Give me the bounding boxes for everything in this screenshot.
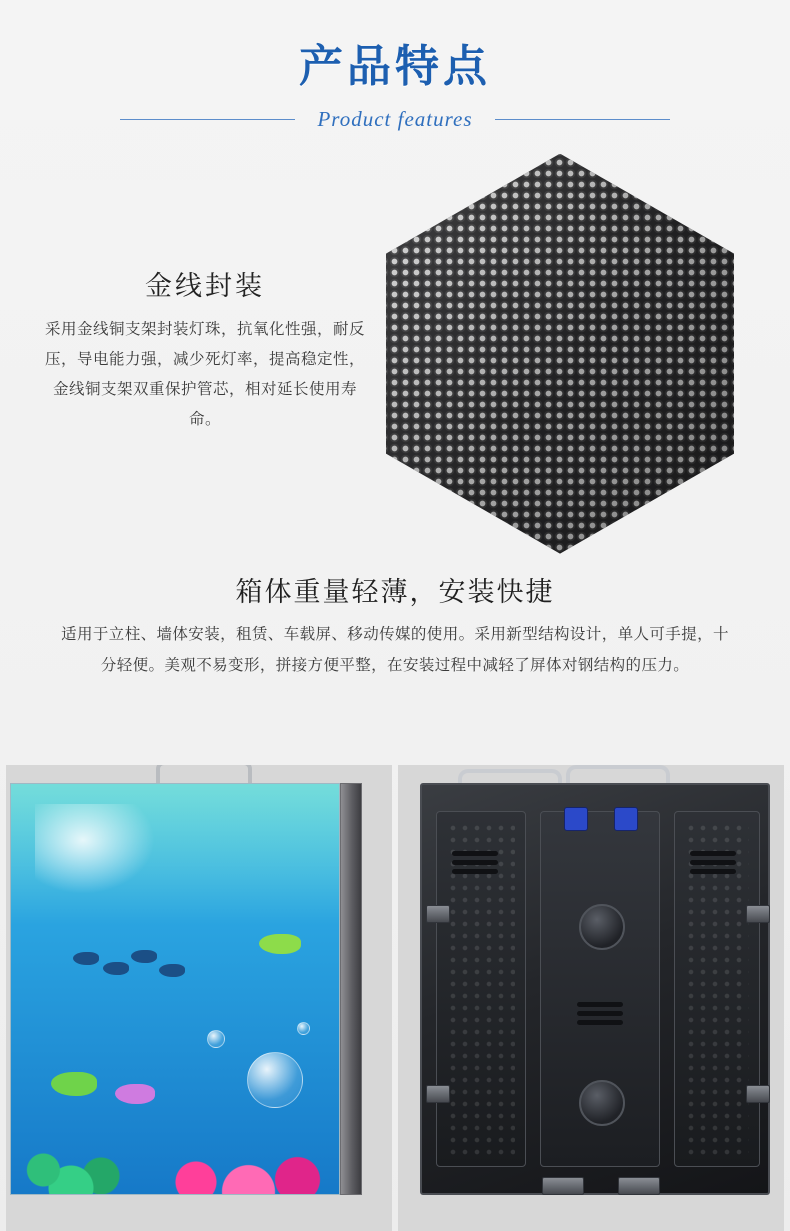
feature-1-body: 采用金线铜支架封装灯珠，抗氧化性强，耐反压，导电能力强，减少死灯率，提高稳定性，金线铜支架双重保护管芯，相对延长使用寿命。: [44, 320, 365, 428]
coral-pink: [161, 1074, 336, 1194]
photo-cabinet-rear: [398, 765, 784, 1231]
subtitle-row: [0, 107, 790, 132]
led-module-hex-image: [386, 154, 734, 554]
rear-vent-slots: [690, 851, 736, 856]
bubble-icon: [207, 1030, 225, 1048]
rear-latch: [746, 1085, 770, 1103]
page-header: [0, 0, 790, 132]
rear-latch: [746, 905, 770, 923]
data-connector-blue: [614, 807, 638, 831]
rear-vent-slots: [577, 1002, 623, 1007]
page-subtitle: Product features: [317, 106, 473, 131]
rear-dot-texture: [447, 822, 515, 1156]
rear-vent-slots: [452, 851, 498, 856]
rear-latch-bottom: [542, 1177, 584, 1195]
photo-cabinet-front: [6, 765, 392, 1231]
light-glow: [35, 804, 155, 894]
fish-icon: [103, 962, 129, 975]
divider-right: [495, 119, 670, 120]
feature-2-body: 适用于立柱、墙体安装，租赁、车载屏、移动传媒的使用。采用新型结构设计，单人可手提，十分轻便。美观不易变形，拼接方便平整，在安装过程中减轻了屏体对钢结构的压力。: [61, 625, 729, 674]
feature-section-2: [0, 570, 790, 681]
rear-latch-bottom: [618, 1177, 660, 1195]
divider-left: [120, 119, 295, 120]
rear-dot-texture: [685, 822, 749, 1156]
cabinet-rear-body: [420, 783, 770, 1195]
bubble-icon: [297, 1022, 310, 1035]
feature-section-1: [0, 146, 790, 566]
fish-icon: [73, 952, 99, 965]
feature-2-title: 箱体重量轻薄，安装快捷: [235, 576, 555, 607]
page-title: 产品特点: [299, 42, 491, 91]
rear-panel-left: [436, 811, 526, 1167]
feature-1-text: [40, 264, 370, 435]
feature-1-title: 金线封装: [145, 270, 265, 301]
power-connector-blue: [564, 807, 588, 831]
rear-latch: [426, 905, 450, 923]
coral-green: [17, 1074, 137, 1194]
product-photo-strip: [0, 765, 790, 1231]
rear-latch: [426, 1085, 450, 1103]
cabinet-front-side-frame: [340, 783, 362, 1195]
fish-icon: [131, 950, 157, 963]
hex-panel: [386, 154, 734, 554]
rear-knob-lower: [579, 1080, 625, 1126]
rear-knob-upper: [579, 904, 625, 950]
rear-panel-right: [674, 811, 760, 1167]
led-dot-matrix: [386, 154, 734, 554]
fish-icon: [259, 934, 301, 954]
rear-panel-middle: [540, 811, 660, 1167]
fish-icon: [159, 964, 185, 977]
cabinet-front-screen: [10, 783, 340, 1195]
